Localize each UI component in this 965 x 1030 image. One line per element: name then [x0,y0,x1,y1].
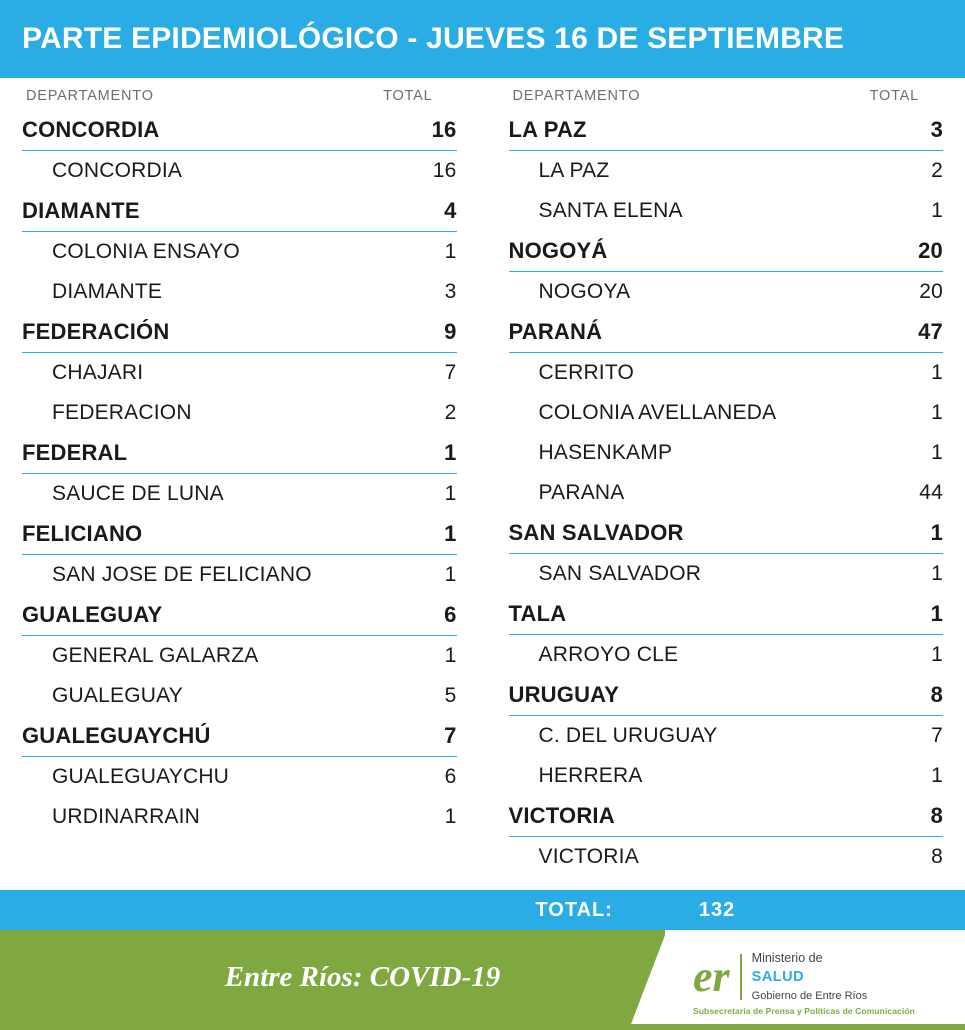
locality-name: HASENKAMP [538,441,673,464]
table-row [509,716,944,757]
locality-total: 8 [931,845,943,868]
department-total: 1 [347,433,457,474]
table-row [509,594,944,635]
left-data-table [22,110,457,837]
locality-name: LA PAZ [538,159,610,182]
locality-total: 1 [931,199,943,222]
locality-total: 1 [444,805,457,828]
ministry-line-1: Ministerio de [751,951,823,966]
table-row [22,555,457,596]
department-total: 3 [833,110,943,151]
table-row [509,796,944,837]
ministry-logo-text [752,949,868,1004]
locality-total: 1 [444,482,457,505]
locality-name: FEDERACION [52,401,192,424]
locality-total: 1 [931,441,943,464]
table-row [22,272,457,312]
locality-total: 1 [931,643,943,666]
department-name: PARANÁ [509,312,834,353]
table-row [509,635,944,676]
table-row [22,757,457,798]
department-total: 47 [833,312,943,353]
locality-name: HERRERA [538,764,643,787]
table-row [509,513,944,554]
locality-total: 7 [931,724,943,747]
table-row [22,191,457,232]
table-row [509,151,944,192]
locality-name: NOGOYA [538,280,631,303]
table-row [509,191,944,231]
table-row [22,595,457,636]
table-row [22,716,457,757]
report-header [0,0,965,78]
department-total: 20 [833,231,943,272]
table-row [22,232,457,273]
locality-name: GUALEGUAYCHU [52,765,230,788]
table-row [509,554,944,595]
department-total: 16 [347,110,457,151]
locality-total: 2 [931,159,943,182]
department-name: CONCORDIA [22,110,347,151]
table-row [509,272,944,313]
ministry-logo [665,930,965,1024]
table-row [509,231,944,272]
department-total: 9 [347,312,457,353]
table-row [22,433,457,474]
department-name: NOGOYÁ [509,231,834,272]
entre-rios-logo-icon: er [693,952,730,1001]
table-row [22,636,457,677]
logo-divider [740,954,742,1000]
subsecretaria-line: Subsecretaría de Prensa y Políticas de Comunicación [693,1006,915,1016]
table-row [509,353,944,394]
locality-name: SANTA ELENA [538,199,683,222]
locality-name: CHAJARI [52,361,144,384]
locality-name: GUALEGUAY [52,684,183,707]
table-row [22,474,457,515]
locality-name: VICTORIA [538,845,639,868]
table-row [22,151,457,192]
department-total: 1 [347,514,457,555]
table-row [22,393,457,433]
locality-total: 1 [931,764,943,787]
department-total: 6 [347,595,457,636]
table-row [22,110,457,151]
locality-name: URDINARRAIN [52,805,201,828]
locality-total: 1 [444,240,457,263]
table-row [22,676,457,716]
table-row [22,312,457,353]
locality-total: 3 [444,280,457,303]
locality-name: SAN JOSE DE FELICIANO [52,563,312,586]
department-total: 8 [833,796,943,837]
locality-total: 2 [444,401,457,424]
department-total: 8 [833,675,943,716]
report-footer [0,930,965,1024]
table-row [509,675,944,716]
column-header-department: DEPARTAMENTO [26,88,154,104]
department-total: 7 [347,716,457,757]
report-body [0,78,965,890]
locality-total: 20 [919,280,943,303]
locality-name: SAN SALVADOR [538,562,702,585]
table-row [509,433,944,473]
table-row [22,514,457,555]
page-title: PARTE EPIDEMIOLÓGICO - JUEVES 16 DE SEPTIEMBRE [22,22,845,55]
locality-name: C. DEL URUGUAY [538,724,718,747]
department-name: FELICIANO [22,514,347,555]
department-name: SAN SALVADOR [509,513,834,554]
table-row [22,353,457,394]
locality-name: COLONIA ENSAYO [52,240,240,263]
table-row [509,393,944,433]
grand-total-label: TOTAL: [535,898,613,921]
ministry-line-2: SALUD [751,968,805,985]
left-table-body [22,110,457,837]
department-name: DIAMANTE [22,191,347,232]
locality-name: SAUCE DE LUNA [52,482,224,505]
table-row [509,837,944,878]
department-name: TALA [509,594,834,635]
column-header-total: TOTAL [869,88,919,104]
department-total: 1 [833,513,943,554]
grand-total-value: 132 [698,898,736,921]
table-row [509,110,944,151]
department-total: 1 [833,594,943,635]
locality-total: 16 [432,159,457,182]
locality-total: 6 [444,765,457,788]
department-name: URUGUAY [509,675,834,716]
locality-name: GENERAL GALARZA [52,644,259,667]
locality-name: DIAMANTE [52,280,163,303]
column-header-total: TOTAL [383,88,433,104]
department-name: GUALEGUAY [22,595,347,636]
locality-total: 1 [444,563,457,586]
locality-total: 1 [931,361,943,384]
right-data-table [509,110,944,877]
department-name: VICTORIA [509,796,834,837]
left-column [22,78,483,890]
locality-name: CONCORDIA [52,159,183,182]
department-name: LA PAZ [509,110,834,151]
locality-name: COLONIA AVELLANEDA [538,401,777,424]
table-row [22,797,457,837]
department-name: FEDERAL [22,433,347,474]
right-table-body [509,110,944,877]
department-name: GUALEGUAYCHÚ [22,716,347,757]
ministry-line-3: Gobierno de Entre Ríos [751,990,868,1003]
locality-name: PARANA [538,481,625,504]
department-total: 4 [347,191,457,232]
locality-name: ARROYO CLE [538,643,679,666]
table-row [509,312,944,353]
locality-total: 1 [444,644,457,667]
table-row [509,473,944,513]
footer-title: Entre Ríos: COVID-19 [224,960,501,993]
locality-total: 1 [931,401,943,424]
right-column-header [509,78,944,110]
table-row [509,756,944,796]
locality-total: 44 [919,481,943,504]
locality-total: 1 [931,562,943,585]
department-name: FEDERACIÓN [22,312,347,353]
locality-total: 5 [444,684,457,707]
bottom-strip [0,1024,965,1030]
column-header-department: DEPARTAMENTO [512,88,641,104]
grand-total-bar [0,890,965,930]
locality-total: 7 [444,361,457,384]
right-column [483,78,944,890]
locality-name: CERRITO [538,361,635,384]
left-column-header [22,78,457,110]
